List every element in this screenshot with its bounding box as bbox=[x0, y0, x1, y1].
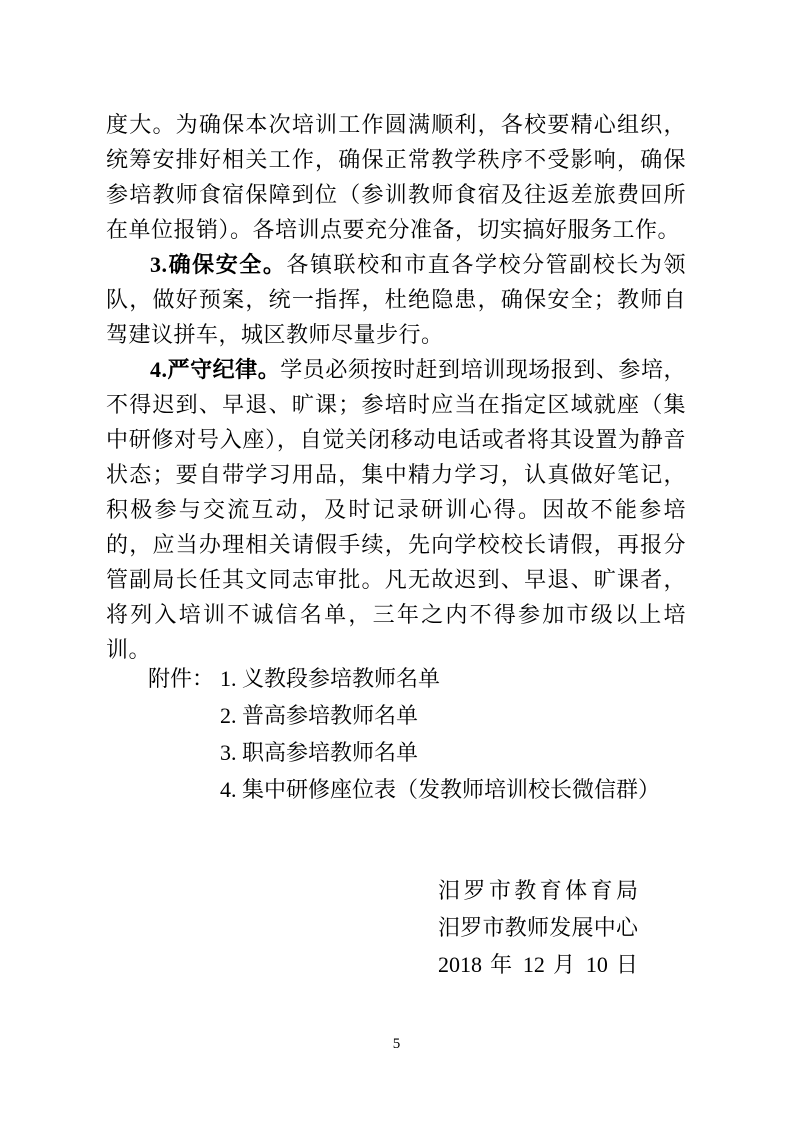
attachments-block bbox=[106, 660, 686, 808]
document-body bbox=[106, 107, 686, 667]
paragraph-ensure-safety bbox=[106, 247, 686, 352]
paragraph-discipline bbox=[106, 352, 686, 667]
signature-date: 2018 年 12 月 10 日 bbox=[438, 952, 638, 977]
heading-ensure-safety: 3.确保安全。 bbox=[150, 252, 287, 277]
attachment-item-1: 1. 义教段参培教师名单 bbox=[220, 666, 441, 691]
signature-block bbox=[438, 872, 638, 983]
attachment-item-2: 2. 普高参培教师名单 bbox=[220, 703, 419, 728]
attachments-label: 附件： bbox=[148, 666, 215, 691]
page-number: 5 bbox=[392, 1036, 401, 1052]
paragraph-logistics: 度大。为确保本次培训工作圆满顺利，各校要精心组织，统筹安排好相关工作，确保正常教学秩序不受影响，确保参培教师食宿保障到位（参训教师食宿及往返差旅费回所在单位报销）。各培训点要充分准备，切实搞好服务工作。 bbox=[106, 112, 686, 242]
signature-org-1: 汨罗市教育体育局 bbox=[438, 878, 638, 903]
heading-discipline: 4.严守纪律。 bbox=[150, 357, 281, 382]
paragraph-discipline-text: 学员必须按时赶到培训现场报到、参培，不得迟到、早退、旷课；参培时应当在指定区域就座（集中研修对号入座），自觉关闭移动电话或者将其设置为静音状态；要自带学习用品，集中精力学习，认真做好笔记，积极参与交流互动，及时记录研训心得。因故不能参培的，应当办理相关请假手续，先向学校校长请假，再报分管副局长任其文同志审批。凡无故迟到、早退、旷课者，将列入培训不诚信名单，三年之内不得参加市级以上培训。 bbox=[106, 357, 686, 662]
attachments-list bbox=[220, 660, 660, 808]
signature-org-2: 汨罗市教师发展中心 bbox=[438, 915, 638, 940]
attachment-item-4: 4. 集中研修座位表（发教师培训校长微信群） bbox=[220, 777, 661, 802]
paragraph-ensure-safety-text: 各镇联校和市直各学校分管副校长为领队，做好预案，统一指挥，杜绝隐患，确保安全；教师自驾建议拼车，城区教师尽量步行。 bbox=[106, 252, 686, 347]
attachment-item-3: 3. 职高参培教师名单 bbox=[220, 740, 419, 765]
